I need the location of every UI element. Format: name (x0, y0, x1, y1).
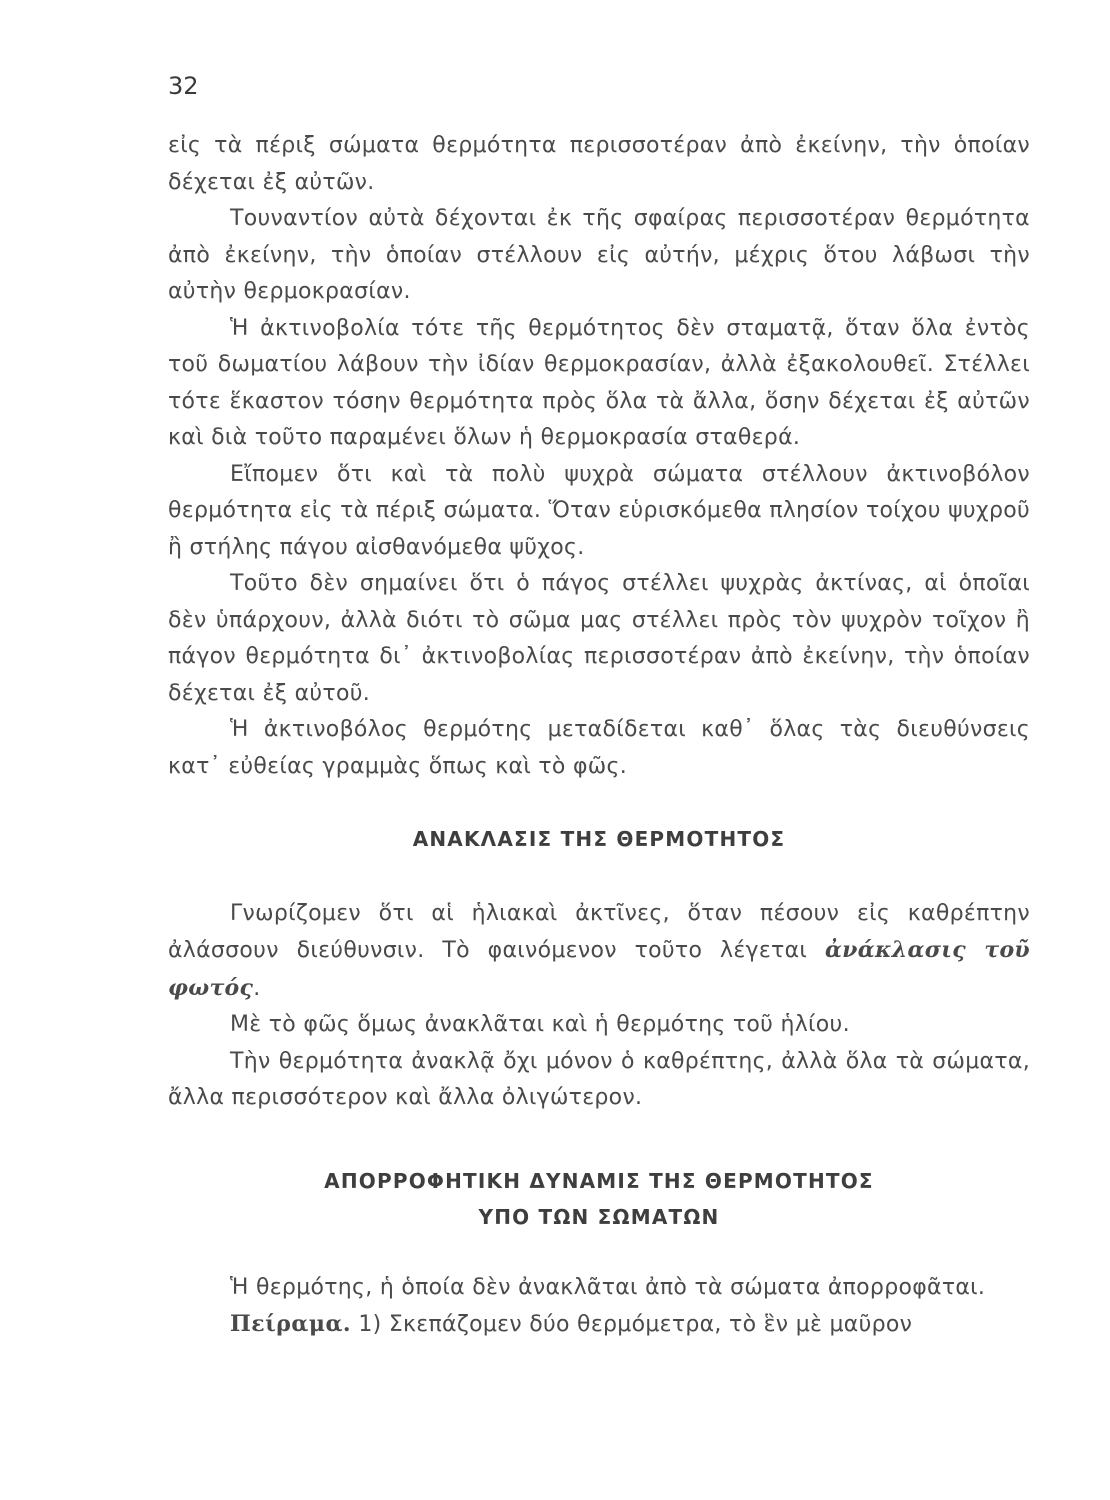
paragraph (168, 896, 1030, 1008)
paragraph: εἰς τὰ πέριξ σώματα θερμότητα περισσοτέραν ἀπὸ ἐκείνην, τὴν ὁποίαν δέχεται ἐξ αὐτῶν. (168, 133, 1030, 195)
defined-term: ἀνάκλασις τοῦ φωτός (168, 937, 1030, 1001)
paragraph: Μὲ τὸ φῶς ὅμως ἀνακλᾶται καὶ ἡ θερμότης τοῦ ἡλίου. (230, 1012, 850, 1037)
paragraph-text: Γνωρίζομεν ὅτι αἱ ἡλιακαὶ ἀκτῖνες, ὅταν πέσουν εἰς καθρέπτην ἀλάσσουν διεύθυνσιν. Τὸ φαινόμενον τοῦτο λέγεται (168, 900, 1030, 963)
page-content (168, 128, 1030, 1344)
paragraph: Ἡ ἀκτινοβολία τότε τῆς θερμότητος δὲν σταματᾷ, ὅταν ὅλα ἐντὸς τοῦ δωματίου λάβουν τὴν ἰδίαν θερμοκρασίαν, ἀλλὰ ἐξακολουθεῖ. Στέλλει τότε ἕκαστον τόσην θερμότητα πρὸς ὅλα τὰ ἄλλα, ὅσην δέχεται ἐξ αὐτῶν καὶ διὰ τοῦτο παραμένει ὅλων ἡ θερμοκρασία σταθερά. (168, 315, 1030, 450)
page-number: 32 (168, 72, 199, 100)
paragraph: Τοῦτο δὲν σημαίνει ὅτι ὁ πάγος στέλλει ψυχρὰς ἀκτίνας, αἱ ὁποῖαι δὲν ὑπάρχουν, ἀλλὰ διότι τὸ σῶμα μας στέλλει πρὸς τὸν ψυχρὸν τοῖχον ἢ πάγον θερμότητα δι᾽ ἀκτινοβολίας περισσοτέραν ἀπὸ ἐκείνην, τὴν ὁποίαν δέχεται ἐξ αὐτοῦ. (168, 571, 1030, 706)
paragraph: Ἡ ἀκτινοβόλος θερμότης μεταδίδεται καθ᾽ ὅλας τὰς διευθύνσεις κατ᾽ εὐθείας γραμμὰς ὅπως καὶ τὸ φῶς. (168, 717, 1030, 779)
paragraph-text: 1) Σκεπάζομεν δύο θερμόμετρα, τὸ ἓν μὲ μαῦρον (351, 1312, 913, 1337)
paragraph: Τὴν θερμότητα ἀνακλᾷ ὄχι μόνον ὁ καθρέπτης, ἀλλὰ ὅλα τὰ σώματα, ἄλλα περισσότερον καὶ ἄλλα ὀλιγώτερον. (168, 1048, 1030, 1110)
paragraph: Εἴπομεν ὅτι καὶ τὰ πολὺ ψυχρὰ σώματα στέλλουν ἀκτινοβόλον θερμότητα εἰς τὰ πέριξ σώματα. Ὅταν εὑρισκόμεθα πλησίον τοίχου ψυχροῦ ἢ στήλης πάγου αἰσθανόμεθα ψῦχος. (168, 461, 1030, 560)
section-heading-absorption-subtitle: ΥΠΟ ΤΩΝ ΣΩΜΑΤΩΝ (478, 1205, 720, 1229)
paragraph: Ἡ θερμότης, ἡ ὁποία δὲν ἀνακλᾶται ἀπὸ τὰ σώματα ἀπορροφᾶται. (230, 1274, 986, 1300)
section-heading-reflection: ΑΝΑΚΛΑΣΙΣ ΤΗΣ ΘΕΡΜΟΤΗΤΟΣ (412, 827, 786, 851)
paragraph (168, 1306, 1030, 1344)
experiment-label: Πείραμα. (230, 1311, 352, 1337)
paragraph-text: . (253, 975, 261, 1001)
section-heading-absorption: ΑΠΟΡΡΟΦΗΤΙΚΗ ΔΥΝΑΜΙΣ ΤΗΣ ΘΕΡΜΟΤΗΤΟΣ (324, 1168, 874, 1193)
paragraph: Τουναντίον αὐτὰ δέχονται ἐκ τῆς σφαίρας περισσοτέραν θερμότητα ἀπὸ ἐκείνην, τὴν ὁποίαν στέλλουν εἰς αὐτήν, μέχρις ὅτου λάβωσι τὴν αὐτὴν θερμοκρασίαν. (168, 206, 1030, 304)
